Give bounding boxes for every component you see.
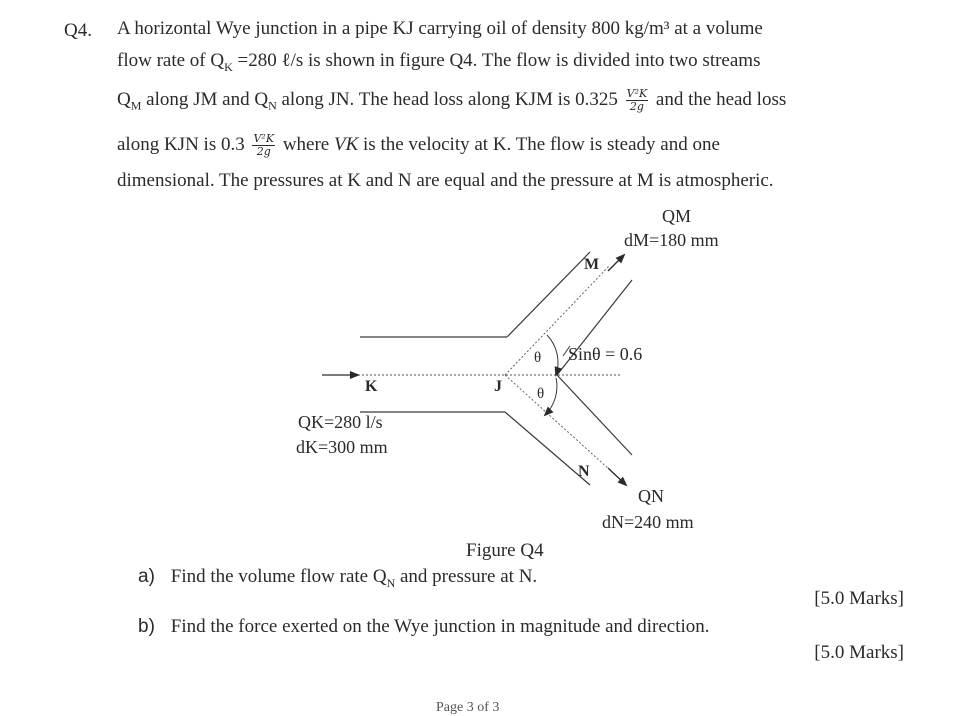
question-line-2: flow rate of $Q_K =280$ ℓ/s is shown in figure Q4. The flow is divided into two streams <box>117 50 761 74</box>
question-line-5: dimensional. The pressures at K and N are equal and the pressure at M is atmospheric. <box>117 170 774 191</box>
label-dk: dK=300 mm <box>296 437 388 457</box>
label-m: M <box>584 256 600 273</box>
part-b-marks: [5.0 Marks] <box>814 642 904 663</box>
question-line-3: $Q_M$ along JM and $Q_N$ along JN. The head loss along KJM is 0.325 $\frac{\text{V²K}}{2g}$ and the head loss <box>117 87 787 113</box>
label-k: K <box>365 378 378 395</box>
velocity-head-fraction: $\frac{\text{V²K}}{2g}$ <box>253 132 275 158</box>
branch-m-wall-outer <box>507 252 590 337</box>
figure-caption: Figure Q4 <box>466 540 544 561</box>
label-dm: dM=180 mm <box>624 230 719 250</box>
part-a-marks: [5.0 Marks] <box>814 588 904 609</box>
label-qk: QK=280 l/s <box>298 412 383 432</box>
part-a: a) Find the volume flow rate $Q_N$ and pressure at N. <box>138 566 538 590</box>
question-line-4: along KJN is 0.3 $\frac{\text{V²K}}{2g}$ where VK is the velocity at K. The flow is steady and one <box>117 132 720 158</box>
centerline-n <box>505 375 610 470</box>
outflow-m-arrow-icon <box>608 255 624 271</box>
label-theta-lower: θ <box>537 386 545 402</box>
angle-arc-upper <box>547 335 558 375</box>
question-line-1: A horizontal Wye junction in a pipe KJ carrying oil of density 800 kg/m³ at a volume <box>117 18 763 39</box>
label-dn: dN=240 mm <box>602 512 694 532</box>
branch-n-wall-inner <box>557 375 632 455</box>
label-sin-theta: Sinθ = 0.6 <box>568 344 643 364</box>
page-footer: Page 3 of 3 <box>436 700 500 715</box>
label-qn: QN <box>638 486 664 506</box>
question-number: Q4. <box>64 20 92 41</box>
label-n: N <box>578 463 590 480</box>
label-theta-upper: θ <box>534 350 542 366</box>
outflow-n-arrow-icon <box>608 468 626 485</box>
label-qm: QM <box>662 206 692 226</box>
label-j: J <box>494 378 502 395</box>
velocity-head-fraction: $\frac{\text{V²K}}{2g}$ <box>626 87 648 113</box>
part-b: b) Find the force exerted on the Wye junction in magnitude and direction. <box>138 616 710 637</box>
angle-arc-lower <box>545 378 557 415</box>
